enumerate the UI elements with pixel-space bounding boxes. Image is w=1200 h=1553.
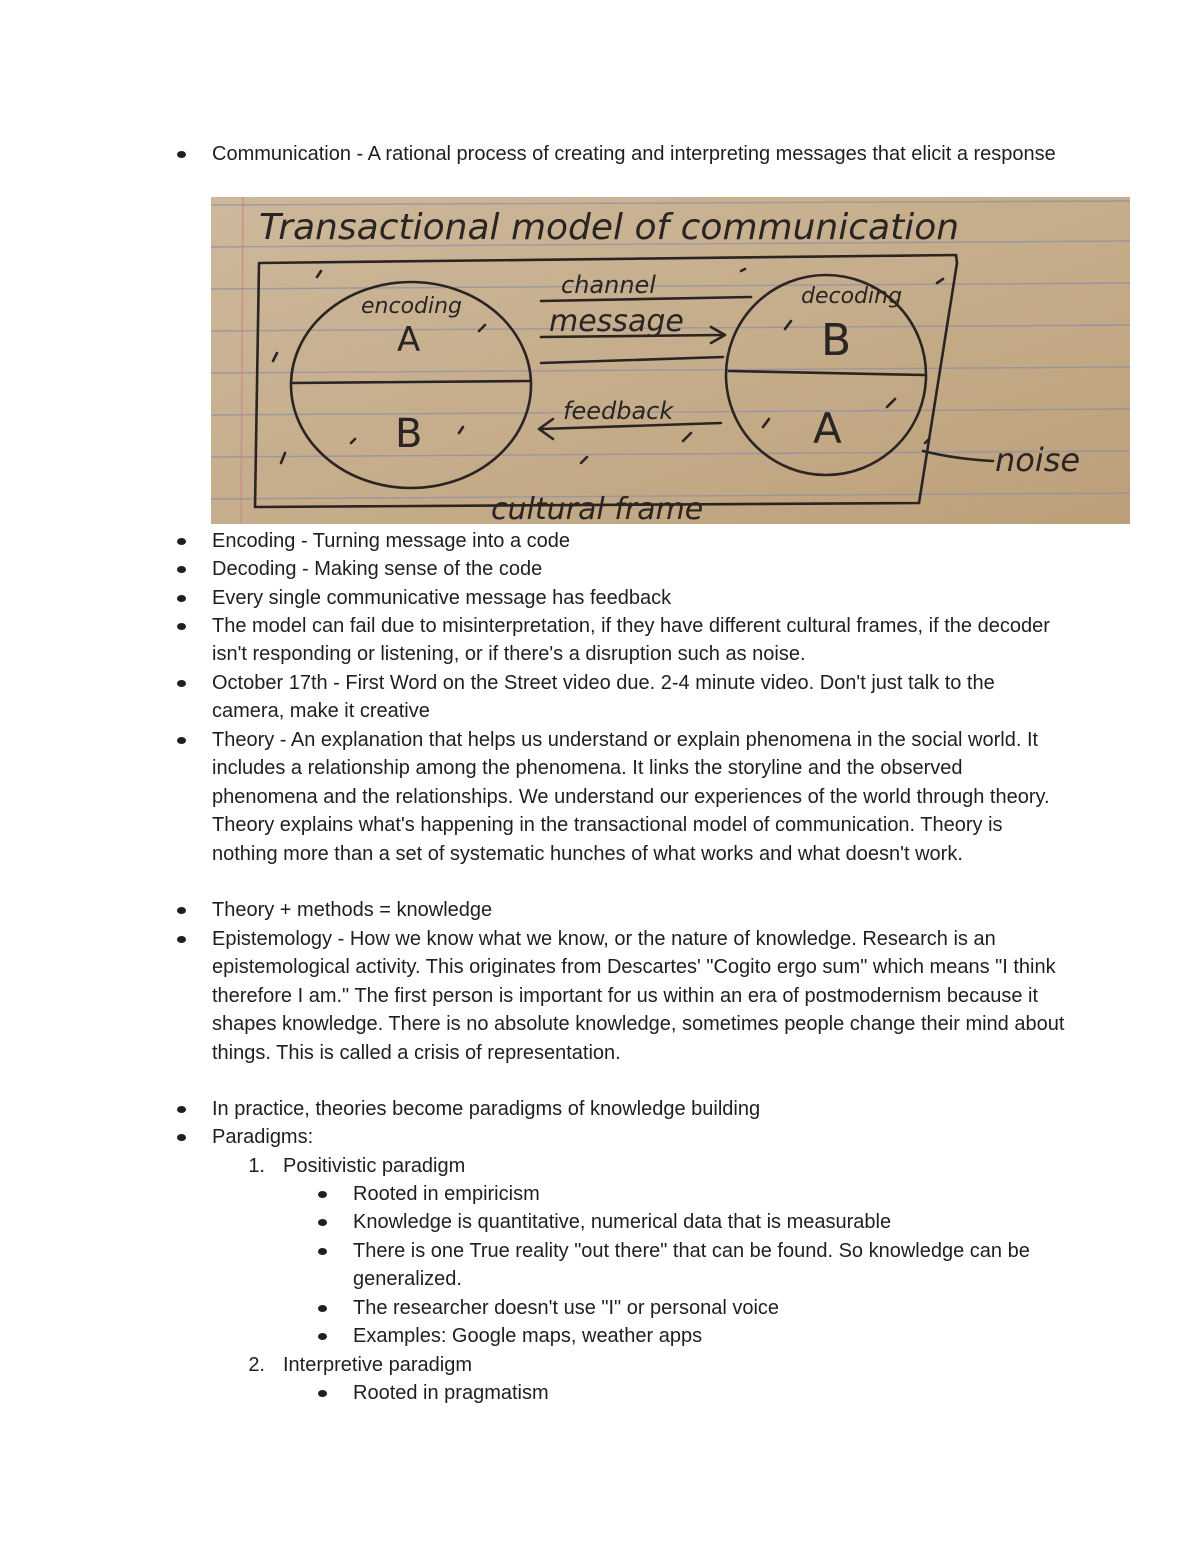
sketch-decoding-label: decoding — [801, 284, 903, 309]
paradigm-point: The researcher doesn't use "I" or personal voice — [353, 1297, 780, 1319]
bullet-dot — [177, 566, 186, 573]
bullet-dot — [177, 1106, 186, 1113]
bullet-practice: In practice, theories become paradigms of knowledge building — [212, 1098, 761, 1120]
paradigm-number: 1. — [248, 1155, 265, 1177]
sketch-encoding-label: encoding — [361, 294, 463, 319]
paradigm-number: 2. — [248, 1354, 265, 1376]
bullet-dot — [177, 737, 186, 744]
transactional-model-sketch — [211, 197, 1130, 524]
bullet-dot — [177, 595, 186, 602]
paradigm-point: Knowledge is quantitative, numerical data that is measurable — [353, 1211, 892, 1233]
bullet-dot — [318, 1219, 327, 1226]
bullet-feedback: Every single communicative message has feedback — [212, 587, 672, 609]
sketch-noise-label: noise — [995, 441, 1081, 479]
sketch-right-bottom-letter: A — [813, 404, 842, 453]
bullet-dot — [177, 907, 186, 914]
bullet-encoding: Encoding - Turning message into a code — [212, 530, 570, 552]
paradigm-point: There is one True reality "out there" that can be found. So knowledge can be generalized. — [353, 1240, 1030, 1291]
bullet-dot — [177, 151, 186, 158]
sketch-channel-label: channel — [561, 271, 656, 299]
bullet-model-fail: The model can fail due to misinterpretation, if they have different cultural frames, if the decoder isn't responding or listening, or if there's a disruption such as noise. — [212, 615, 1050, 666]
sketch-drawing — [211, 197, 1130, 524]
bullet-dot — [177, 936, 186, 943]
sketch-left-top-letter: A — [397, 320, 421, 360]
sketch-frame-label: cultural frame — [491, 492, 704, 524]
bullet-theory-methods: Theory + methods = knowledge — [212, 899, 493, 921]
bullet-dot — [318, 1248, 327, 1255]
bullet-dot — [318, 1305, 327, 1312]
paradigm-point: Rooted in pragmatism — [353, 1382, 549, 1404]
sketch-title: Transactional model of communication — [259, 207, 960, 248]
bullet-decoding: Decoding - Making sense of the code — [212, 558, 543, 580]
sketch-right-top-letter: B — [821, 315, 852, 366]
sketch-message-label: message — [549, 304, 684, 339]
bullet-dot — [318, 1333, 327, 1340]
bullet-dot — [177, 680, 186, 687]
bullet-dot — [318, 1390, 327, 1397]
bullet-october: October 17th - First Word on the Street video due. 2-4 minute video. Don't just talk to the camera, make it creative — [212, 672, 995, 723]
bullet-dot — [177, 1134, 186, 1141]
paradigm-point: Examples: Google maps, weather apps — [353, 1325, 703, 1347]
paradigm-point: Rooted in empiricism — [353, 1183, 540, 1205]
bullet-dot — [318, 1191, 327, 1198]
bullet-dot — [177, 538, 186, 545]
bullet-theory: Theory - An explanation that helps us understand or explain phenomena in the social world. It includes a relationship among the phenomena. It links the storyline and the observed phenomena and the relationships. We understand our experiences of the world through theory. Theory explains what's happening in the transactional model of communication. Theory is nothing more than a set of systematic hunches of what works and what doesn't work. — [212, 729, 1050, 865]
sketch-left-bottom-letter: B — [395, 411, 423, 457]
sketch-feedback-label: feedback — [563, 397, 674, 425]
bullet-epistemology: Epistemology - How we know what we know, or the nature of knowledge. Research is an epistemological activity. This originates from Descartes' "Cogito ergo sum" which means "I think therefore I am." The first person is important for us within an era of postmodernism because it shapes knowledge. There is no absolute knowledge, sometimes people change their mind about things. This is called a crisis of representation. — [212, 928, 1065, 1064]
bullet-communication: Communication - A rational process of creating and interpreting messages that elicit a response — [212, 143, 1056, 165]
paradigm-name: Interpretive paradigm — [283, 1354, 472, 1376]
paradigm-name: Positivistic paradigm — [283, 1155, 466, 1177]
bullet-dot — [177, 623, 186, 630]
bullet-paradigms: Paradigms: — [212, 1126, 314, 1148]
